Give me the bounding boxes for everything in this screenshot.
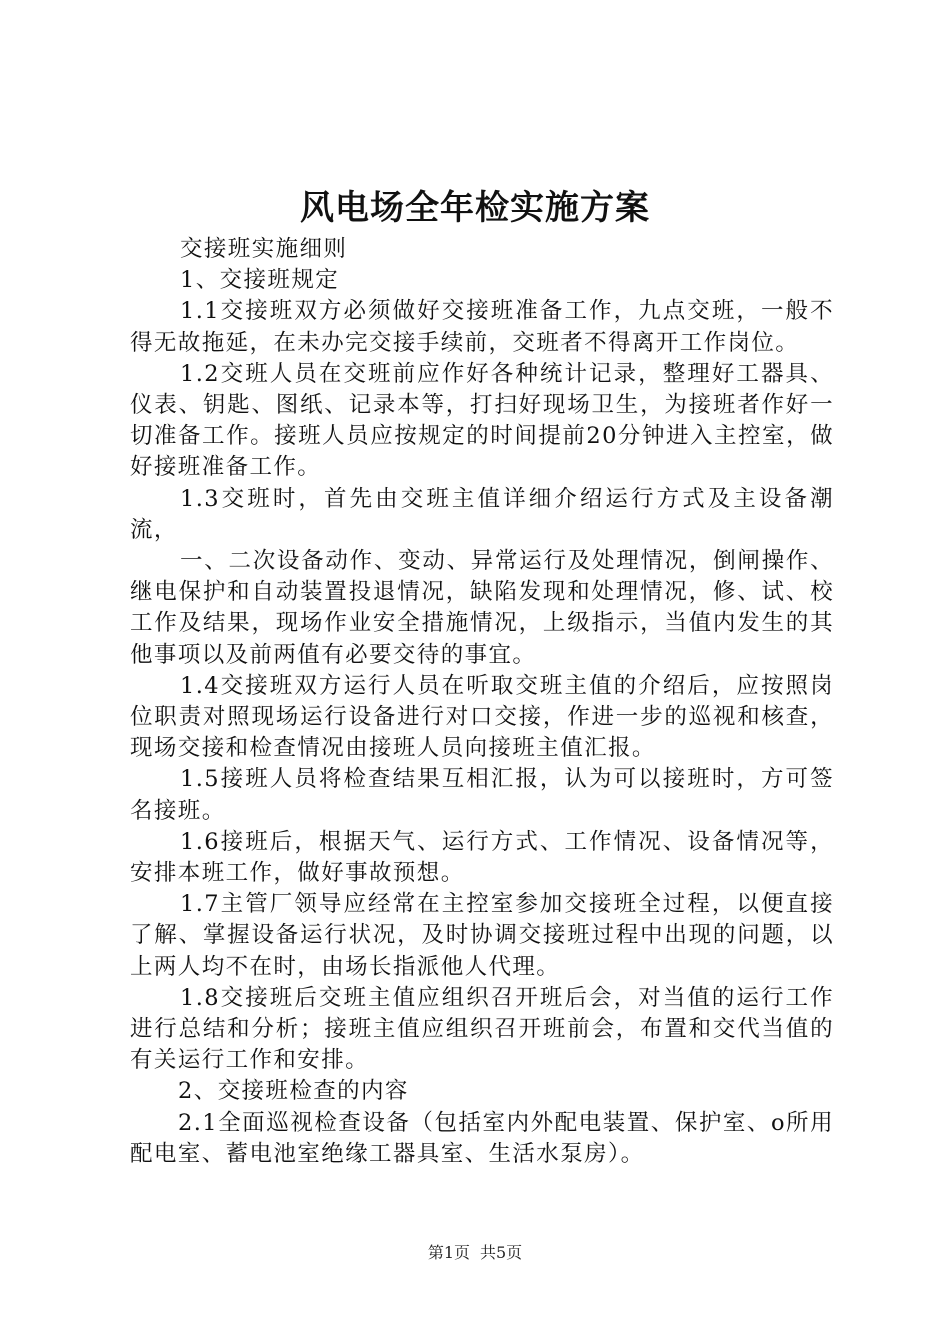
page-number: 第1页 bbox=[427, 1243, 470, 1262]
section-heading: 1、交接班规定 bbox=[180, 267, 340, 294]
section-heading: 交接班实施细则 bbox=[180, 236, 348, 262]
paragraph: 1.4交接班双方运行人员在听取交班主值的介绍后，应按照岗位职责对照现场运行设备进行对口交接，作进一步的巡视和核查，现场交接和检查情况由接班人员向接班主值汇报。 bbox=[130, 672, 834, 762]
paragraph: 1.1交接班双方必须做好交接班准备工作，九点交班，一般不得无故拖延，在未办完交接手续前，交班者不得离开工作岗位。 bbox=[130, 298, 834, 356]
section-heading: 2、交接班检查的内容 bbox=[178, 1078, 409, 1105]
page-total: 共5页 bbox=[480, 1243, 523, 1262]
paragraph: 2.1全面巡视检查设备（包括室内外配电装置、保护室、o所用配电室、蓄电池室绝缘工器具室、生活水泵房）。 bbox=[130, 1109, 834, 1167]
paragraph: 1.6接班后，根据天气、运行方式、工作情况、设备情况等，安排本班工作，做好事故预想。 bbox=[130, 828, 834, 887]
paragraph: 1.8交接班后交班主值应组织召开班后会，对当值的运行工作进行总结和分析；接班主值应组织召开班前会，布置和交代当值的有关运行工作和安排。 bbox=[130, 984, 834, 1074]
paragraph: 1.7主管厂领导应经常在主控室参加交接班全过程，以便直接了解、掌握设备运行状况，及时协调交接班过程中出现的问题，以上两人均不在时，由场长指派他人代理。 bbox=[130, 891, 834, 980]
paragraph: 1.5接班人员将检查结果互相汇报，认为可以接班时，方可签名接班。 bbox=[130, 766, 834, 824]
page-footer bbox=[0, 1243, 950, 1263]
paragraph: 1.2交班人员在交班前应作好各种统计记录，整理好工器具、仪表、钥匙、图纸、记录本等，打扫好现场卫生，为接班者作好一切准备工作。接班人员应按规定的时间提前20分钟进入主控室，做好接班准备工作。 bbox=[130, 360, 834, 481]
paragraph: 1.3交班时，首先由交班主值详细介绍运行方式及主设备潮流， bbox=[130, 485, 834, 543]
document-title: 风电场全年检实施方案 bbox=[300, 188, 650, 228]
document-body bbox=[130, 234, 834, 1170]
paragraph: 一、二次设备动作、变动、异常运行及处理情况，倒闸操作、继电保护和自动装置投退情况，缺陷发现和处理情况，修、试、校工作及结果，现场作业安全措施情况，上级指示，当值内发生的其他事项以及前两值有必要交待的事宜。 bbox=[130, 548, 834, 668]
